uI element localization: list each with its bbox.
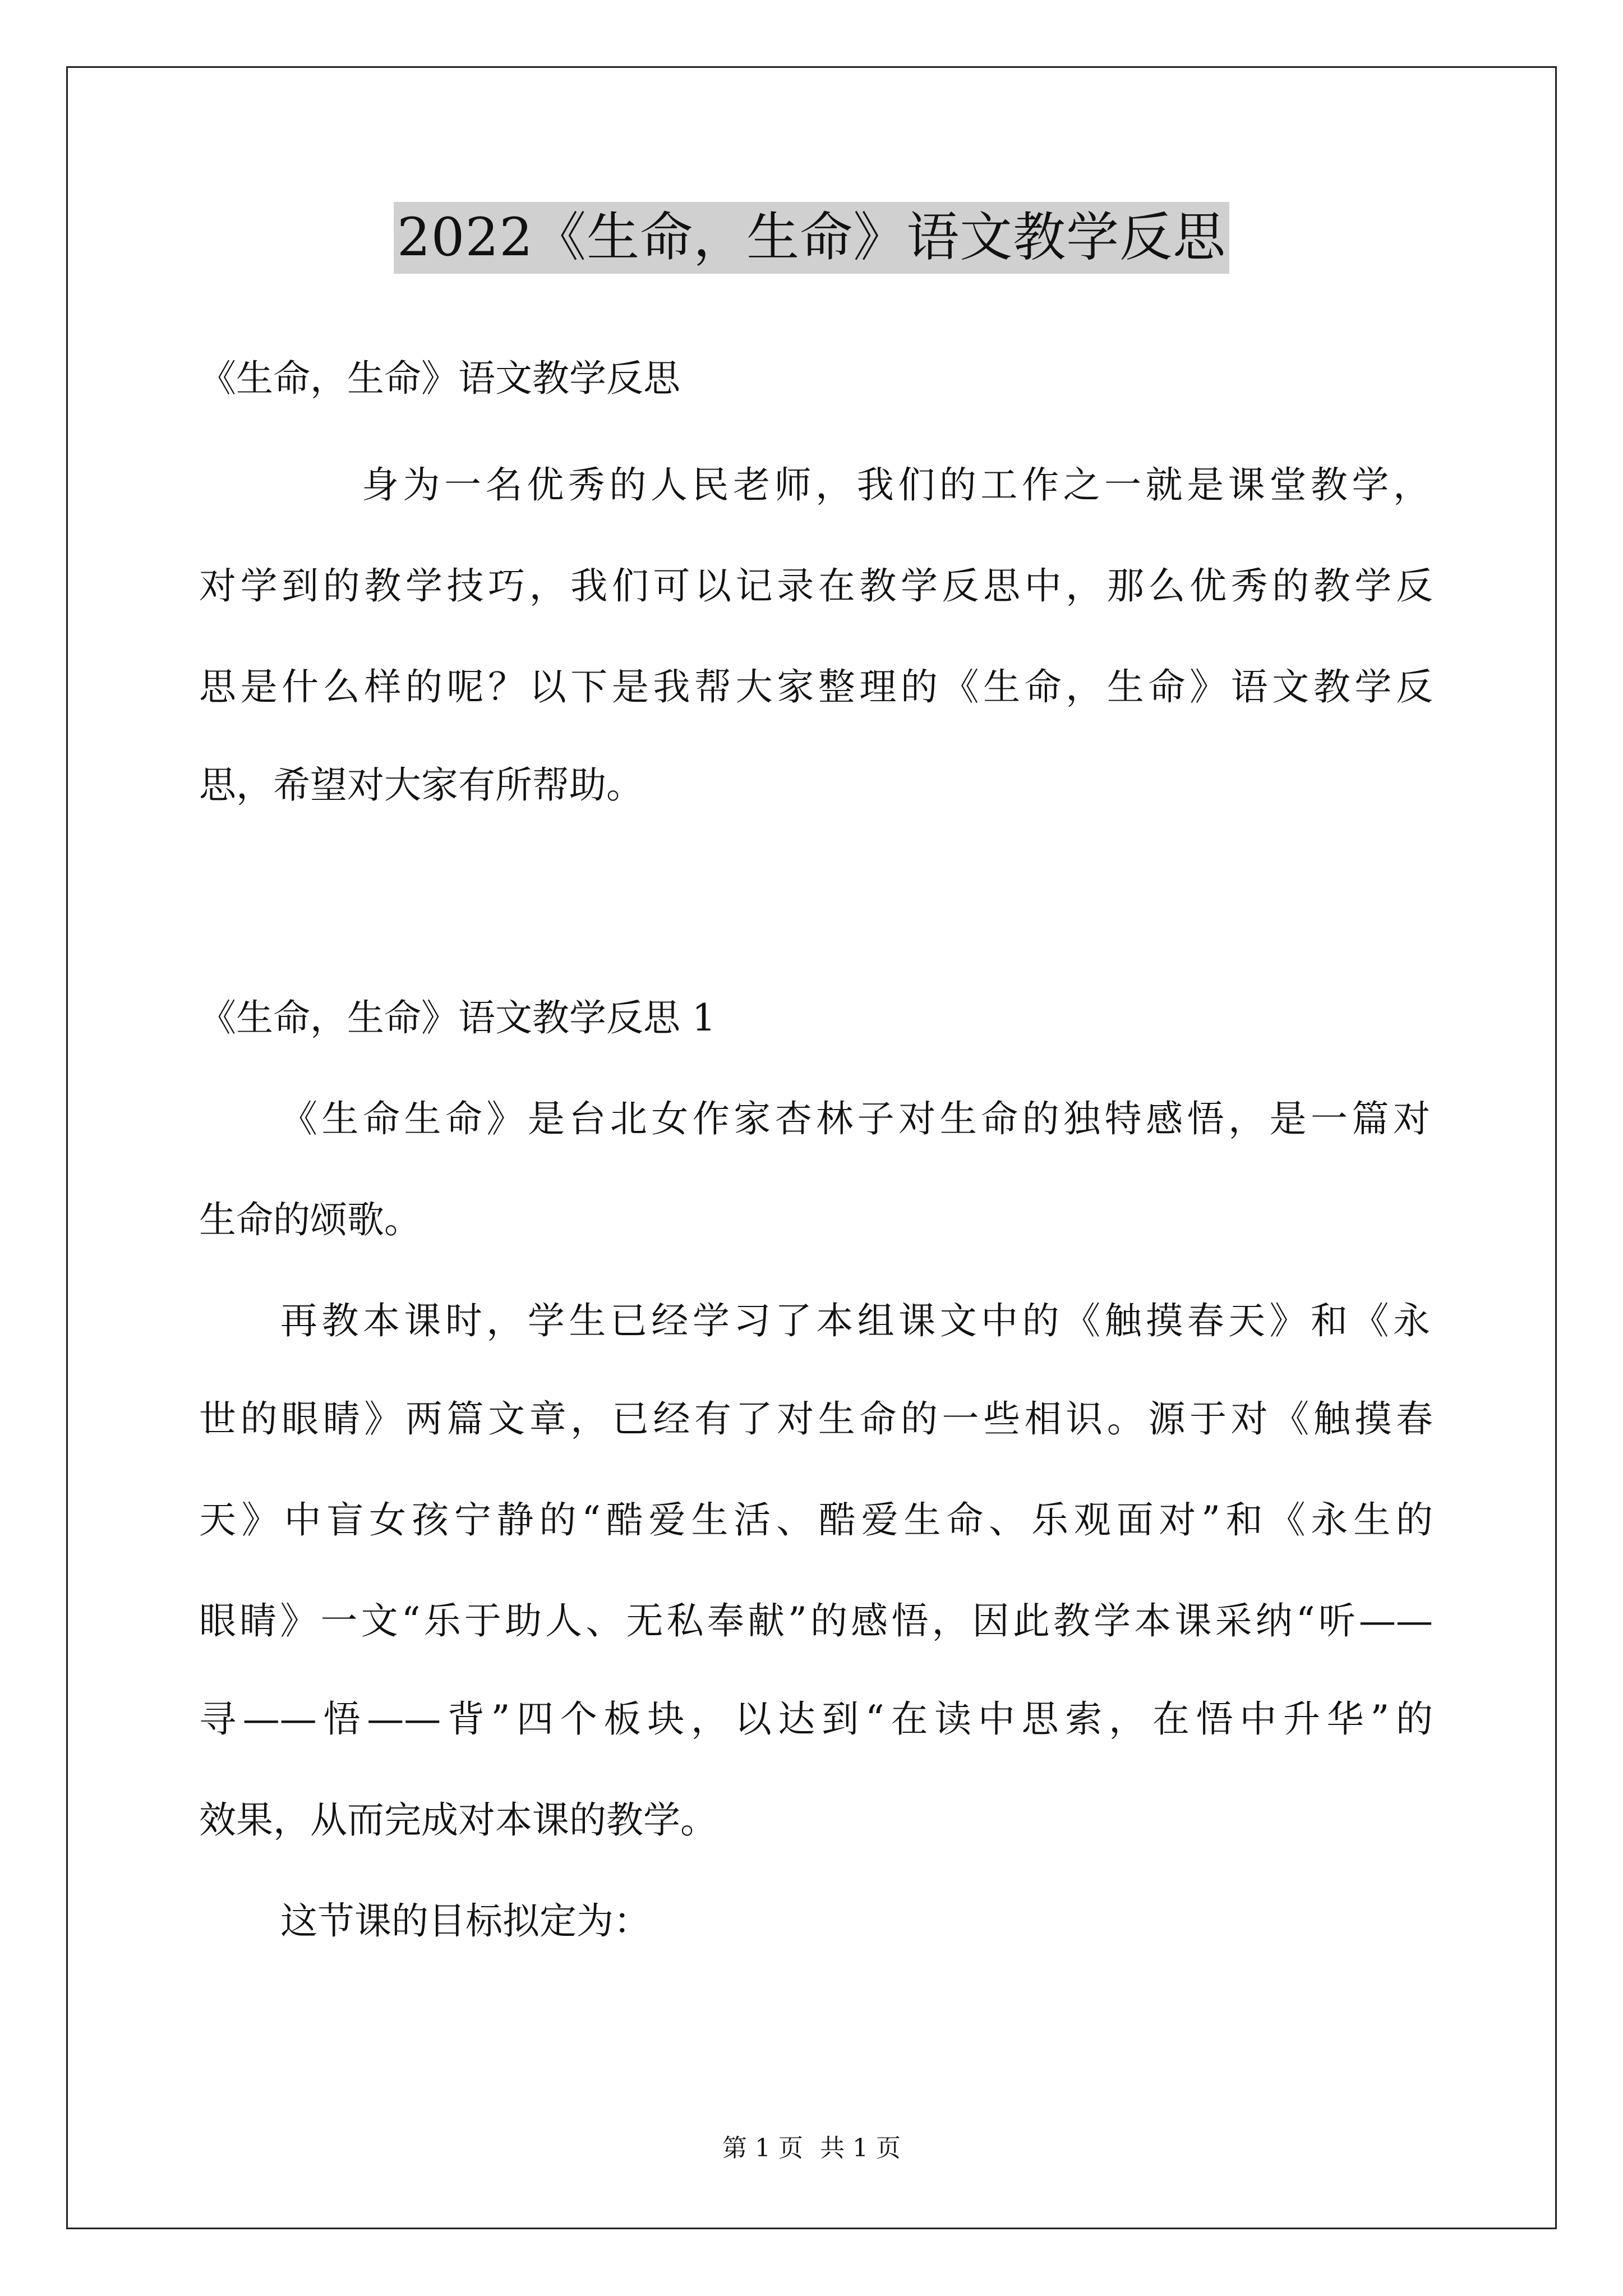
section-heading: 《生命，生命》语文教学反思 1 [199,996,716,1039]
paragraph-line: 思是什么样的呢？以下是我帮大家整理的《生命，生命》语文教学反 [199,665,1433,708]
paragraph-line: 世的眼睛》两篇文章，已经有了对生命的一些相识。源于对《触摸春 [199,1397,1433,1441]
paragraph-line: 思，希望对大家有所帮助。 [199,763,643,807]
paragraph-line: 天》中盲女孩宁静的“酷爱生活、酷爱生命、乐观面对”和《永生的 [199,1498,1433,1542]
title-container [0,202,1623,274]
paragraph-line: 这节课的目标拟定为： [280,1899,651,1943]
page-number-total: 共 1 页 [820,2134,901,2162]
paragraph-line: 身为一名优秀的人民老师，我们的工作之一就是课堂教学， [362,463,1430,507]
paragraph-line: 再教本课时，学生已经学习了本组课文中的《触摸春天》和《永 [280,1299,1430,1342]
paragraph-line: 生命的颂歌。 [199,1198,421,1241]
document-title: 2022《生命，生命》语文教学反思 [394,202,1229,274]
paragraph-line: 眼睛》一文“乐于助人、无私奉献”的感悟，因此教学本课采纳“听—— [199,1599,1433,1642]
subtitle-line: 《生命，生命》语文教学反思 [199,357,680,400]
paragraph-line: 效果，从而完成对本课的教学。 [199,1798,717,1842]
page-footer [0,2132,1623,2165]
paragraph-line: 《生命生命》是台北女作家杏林子对生命的独特感悟，是一篇对 [280,1097,1430,1140]
paragraph-line: 对学到的教学技巧，我们可以记录在教学反思中，那么优秀的教学反 [199,564,1433,608]
page-number-current: 第 1 页 [722,2134,803,2162]
paragraph-line: 寻——悟——背”四个板块，以达到“在读中思索，在悟中升华”的 [199,1697,1433,1741]
